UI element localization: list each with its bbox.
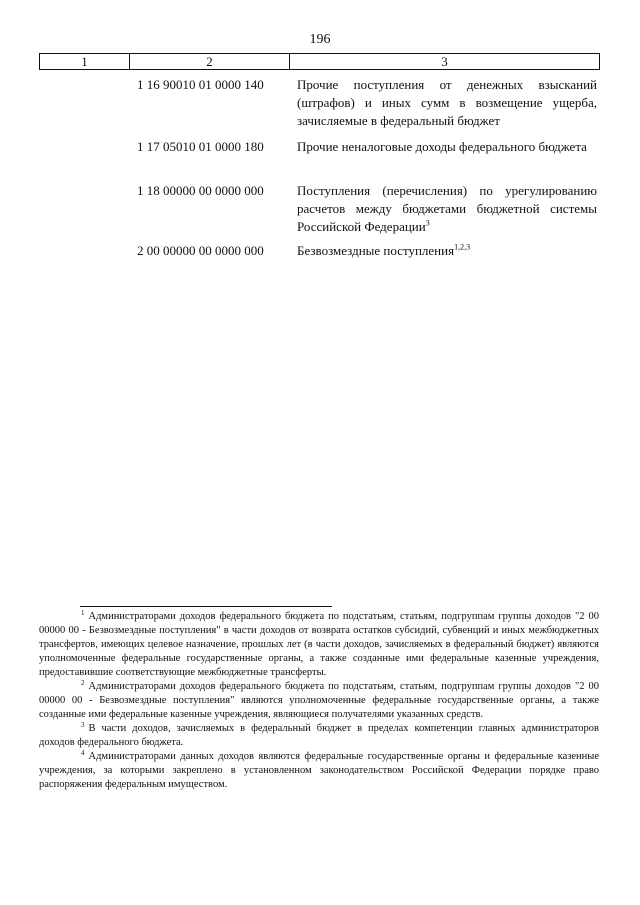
revenue-code: 1 17 05010 01 0000 180 [137, 139, 264, 154]
footnote-ref: 1,2,3 [454, 242, 471, 252]
revenue-code: 2 00 00000 00 0000 000 [137, 243, 264, 258]
footnote-number: 2 [81, 678, 85, 687]
column-header-2: 2 [130, 54, 290, 70]
page-number: 196 [309, 32, 331, 47]
footnote [39, 610, 599, 680]
revenue-description: Прочие поступления от денежных взысканий (штрафов) и иных сумм в возмещение ущерба, зачисляемые в федеральный бюджет [297, 77, 597, 128]
footnote [39, 680, 599, 722]
footnote [39, 722, 599, 750]
revenue-code: 1 16 90010 01 0000 140 [137, 77, 264, 92]
revenue-description: Поступления (перечисления) по урегулированию расчетов между бюджетами бюджетной системы Российской Федерации$^3$ [297, 183, 597, 234]
footnote-text: Администраторами доходов федерального бюджета по подстатьям, статьям, подгруппам группы доходов "2 00 00000 00 - Безвозмездные поступления" являются уполномоченные федеральные государственные органы, а также созданные ими федеральные казенные учреждения, являющиеся получателями указанных средств. [39, 681, 599, 720]
footnote-text: Администраторами доходов федерального бюджета по подстатьям, статьям, подгруппам группы доходов "2 00 00000 00 - Безвозмездные поступления" в части доходов от возврата остатков субсидий, субвенций и иных межбюджетных трансфертов, имеющих целевое назначение, прошлых лет (в части доходов, зачисляемых в федеральный бюджет) являются уполномоченные федеральные государственные органы, а также созданные ими федеральные казенные учреждения, предоставившие соответствующие межбюджетные трансферты. [39, 611, 599, 678]
footnotes [39, 610, 599, 792]
footnote-text: Администраторами данных доходов являются федеральные государственные органы и федеральные казенные учреждения, за которыми закреплено в установленном законодательством Российской Федерации порядке право распоряжения федеральным имуществом. [39, 751, 599, 790]
footnote-separator [80, 606, 332, 607]
revenue-description: Прочие неналоговые доходы федерального бюджета [297, 139, 587, 154]
revenue-code: 1 18 00000 00 0000 000 [137, 183, 264, 198]
footnote [39, 750, 599, 792]
column-header-1: 1 [40, 54, 130, 70]
footnote-number: 1 [81, 608, 85, 617]
footnote-text: В части доходов, зачисляемых в федеральный бюджет в пределах компетенции главных администраторов доходов федерального бюджета. [39, 723, 599, 748]
column-header-3: 3 [290, 54, 600, 70]
column-header-table [39, 53, 600, 70]
revenue-description: Безвозмездные поступления$^{1,2,3}$ [297, 242, 471, 258]
footnote-number: 4 [81, 748, 85, 757]
column-header-row [40, 54, 600, 70]
footnote-ref: 3 [425, 218, 430, 228]
footnote-number: 3 [81, 720, 85, 729]
